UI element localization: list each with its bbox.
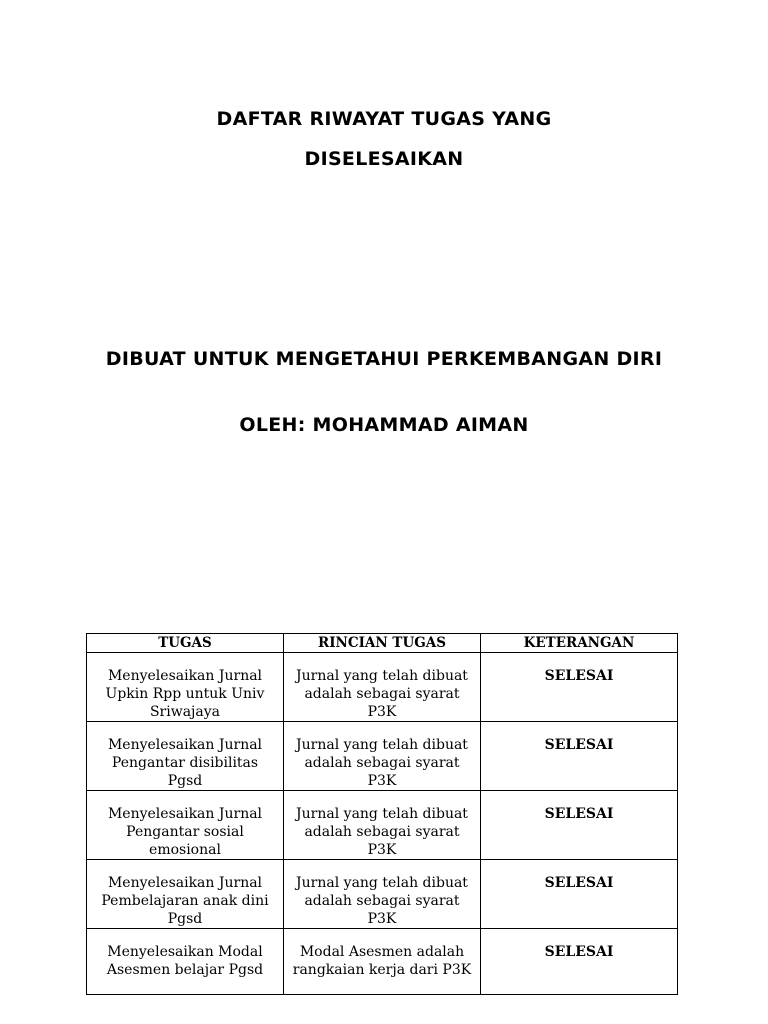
table-body	[87, 653, 678, 995]
detail-cell: Jurnal yang telah dibuat adalah sebagai syarat P3K	[284, 791, 481, 860]
author-line: OLEH: MOHAMMAD AIMAN	[239, 414, 529, 436]
table-row	[87, 791, 678, 860]
status-cell: SELESAI	[481, 722, 678, 791]
purpose-statement	[0, 345, 768, 373]
table-row	[87, 722, 678, 791]
detail-cell: Modal Asesmen adalah rangkaian kerja dari P3K	[284, 929, 481, 995]
task-cell: Menyelesaikan Jurnal Pengantar sosial emosional	[87, 791, 284, 860]
table-row	[87, 653, 678, 722]
status-cell: SELESAI	[481, 791, 678, 860]
task-history-table	[86, 633, 678, 995]
table-row	[87, 929, 678, 995]
detail-cell: Jurnal yang telah dibuat adalah sebagai syarat P3K	[284, 860, 481, 929]
status-cell: SELESAI	[481, 860, 678, 929]
task-cell: Menyelesaikan Jurnal Upkin Rpp untuk Univ Sriwajaya	[87, 653, 284, 722]
status-cell: SELESAI	[481, 653, 678, 722]
status-cell: SELESAI	[481, 929, 678, 995]
task-cell: Menyelesaikan Jurnal Pengantar disibilitas Pgsd	[87, 722, 284, 791]
title-line-1: DAFTAR RIWAYAT TUGAS YANG	[216, 108, 552, 130]
detail-cell: Jurnal yang telah dibuat adalah sebagai syarat P3K	[284, 722, 481, 791]
table-header	[87, 634, 678, 653]
task-cell: Menyelesaikan Modal Asesmen belajar Pgsd	[87, 929, 284, 995]
table-row	[87, 860, 678, 929]
header-keterangan: KETERANGAN	[481, 634, 678, 653]
title-line-2: DISELESAIKAN	[304, 148, 464, 170]
header-row	[87, 634, 678, 653]
purpose-text: DIBUAT UNTUK MENGETAHUI PERKEMBANGAN DIRI	[105, 348, 663, 370]
task-cell: Menyelesaikan Jurnal Pembelajaran anak dini Pgsd	[87, 860, 284, 929]
detail-cell: Jurnal yang telah dibuat adalah sebagai syarat P3K	[284, 653, 481, 722]
header-tugas: TUGAS	[87, 634, 284, 653]
header-rincian-tugas: RINCIAN TUGAS	[284, 634, 481, 653]
